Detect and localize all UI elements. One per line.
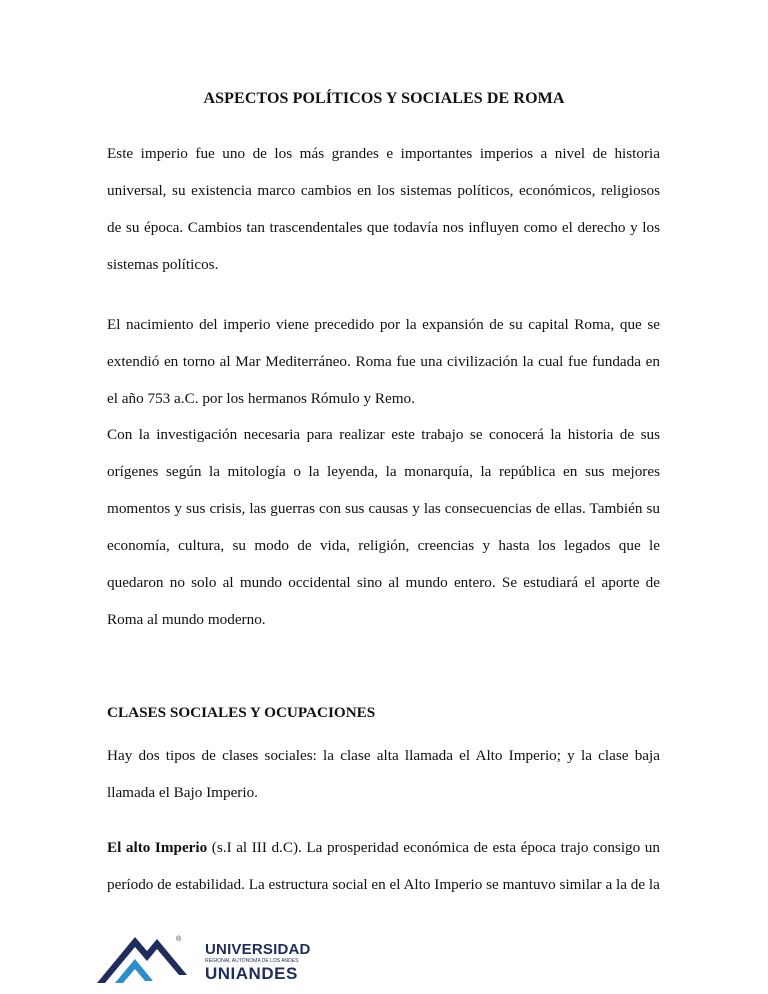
document-title: ASPECTOS POLÍTICOS Y SOCIALES DE ROMA	[203, 90, 565, 107]
alto-imperio-paragraph	[107, 829, 660, 903]
origin-paragraph: El nacimiento del imperio viene precedido por la expansión de su capital Roma, que se extendió en torno al Mar Mediterráneo. Roma fue una civilización la cual fue fundada en el año 753 a.C. por los hermanos Rómulo y Remo.	[107, 316, 660, 407]
registered-mark: ®	[176, 936, 182, 943]
research-paragraph: Con la investigación necesaria para realizar este trabajo se conocerá la historia de sus orígenes según la mitología o la leyenda, la monarquía, la república en sus mejores momentos y sus crisis, las guerras con sus causas y las consecuencias de ellas. También su economía, cultura, su modo de vida, religión, creencias y hasta los legados que le quedaron no solo al mundo occidental sino al mundo entero. Se estudiará el aporte de Roma al mundo moderno.	[107, 426, 660, 628]
logo-uniandes-text: UNIANDES	[205, 964, 298, 983]
logo-university-text: UNIVERSIDAD	[205, 941, 311, 958]
alto-imperio-label: El alto Imperio	[107, 839, 208, 856]
mountain-icon	[95, 925, 205, 987]
logo-subtitle-text: REGIONAL AUTÓNOMA DE LOS ANDES	[205, 958, 299, 964]
section-heading: CLASES SOCIALES Y OCUPACIONES	[107, 704, 376, 721]
classes-paragraph: Hay dos tipos de clases sociales: la clase alta llamada el Alto Imperio; y la clase baja llamada el Bajo Imperio.	[107, 747, 660, 801]
intro-paragraph: Este imperio fue uno de los más grandes e importantes imperios a nivel de historia universal, su existencia marco cambios en los sistemas políticos, económicos, religiosos de su época. Cambios tan trascendentales que todavía nos influyen como el derecho y los sistemas políticos.	[107, 145, 660, 273]
alto-imperio-text: (s.I al III d.C). La prosperidad económica de esta época trajo consigo un período de estabilidad. La estructura social en el Alto Imperio se mantuvo similar a la de la	[107, 839, 660, 893]
